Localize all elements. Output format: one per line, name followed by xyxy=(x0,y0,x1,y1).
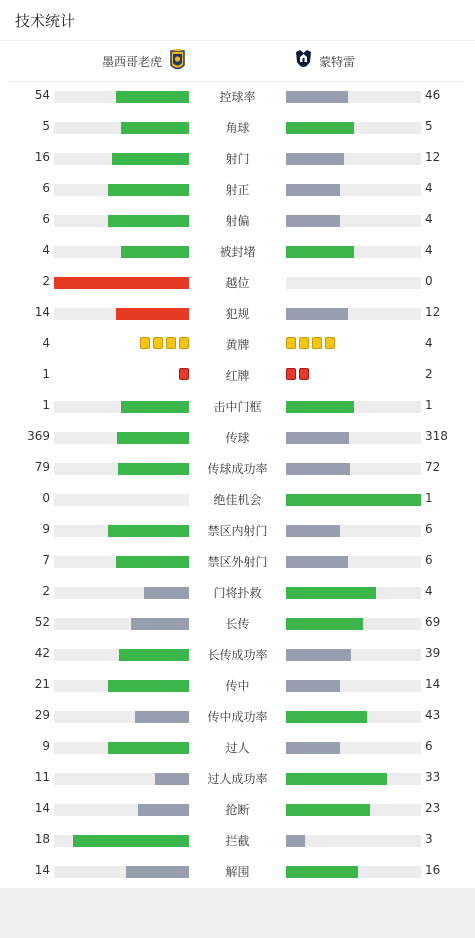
yellow-card-icon xyxy=(166,337,176,349)
home-bar-fill xyxy=(119,649,189,661)
away-bar-track xyxy=(286,432,421,444)
away-bar-track xyxy=(286,246,421,258)
away-value: 3 xyxy=(425,832,433,846)
home-bar-track xyxy=(54,153,189,165)
stat-row xyxy=(0,794,475,825)
away-value: 4 xyxy=(425,336,433,350)
red-card-icon xyxy=(286,368,296,380)
yellow-card-icon xyxy=(153,337,163,349)
away-bar-fill xyxy=(286,91,348,103)
stat-row xyxy=(0,422,475,453)
stat-row xyxy=(0,298,475,329)
yellow-card-icon xyxy=(286,337,296,349)
stat-label: 长传成功率 xyxy=(207,648,268,662)
stat-label: 禁区内射门 xyxy=(207,524,268,538)
home-bar-fill xyxy=(121,122,189,134)
home-bar-fill xyxy=(155,773,189,785)
home-value: 7 xyxy=(42,553,50,567)
stat-label: 角球 xyxy=(225,121,250,135)
home-value: 79 xyxy=(34,460,50,474)
stat-label: 过人成功率 xyxy=(207,772,268,786)
home-bar-fill xyxy=(144,587,189,599)
stat-label: 长传 xyxy=(225,617,250,631)
stat-row xyxy=(0,484,475,515)
away-bar-track xyxy=(286,866,421,878)
stat-label: 传中 xyxy=(225,679,250,693)
home-bar-fill xyxy=(118,463,189,475)
stat-label: 解围 xyxy=(225,865,250,879)
home-bar-track xyxy=(54,494,189,506)
home-value: 2 xyxy=(42,274,50,288)
away-value: 6 xyxy=(425,739,433,753)
stat-row xyxy=(0,267,475,298)
away-bar-fill xyxy=(286,401,354,413)
away-bar-track xyxy=(286,463,421,475)
home-bar-fill xyxy=(108,184,189,196)
home-bar-track xyxy=(54,91,189,103)
home-red-cards xyxy=(179,368,189,382)
away-bar-track xyxy=(286,804,421,816)
home-bar-fill xyxy=(73,835,189,847)
away-bar-track xyxy=(286,215,421,227)
away-bar-track xyxy=(286,184,421,196)
away-value: 6 xyxy=(425,522,433,536)
stat-label: 射正 xyxy=(225,183,250,197)
away-value: 4 xyxy=(425,243,433,257)
stat-row xyxy=(0,763,475,794)
yellow-card-icon xyxy=(299,337,309,349)
away-value: 14 xyxy=(425,677,441,691)
away-bar-fill xyxy=(286,649,351,661)
stat-row xyxy=(0,515,475,546)
away-value: 33 xyxy=(425,770,441,784)
away-value: 4 xyxy=(425,212,433,226)
home-value: 2 xyxy=(42,584,50,598)
away-value: 12 xyxy=(425,150,441,164)
home-bar-track xyxy=(54,215,189,227)
home-value: 54 xyxy=(34,88,50,102)
stat-label: 红牌 xyxy=(225,369,250,383)
stat-label: 射偏 xyxy=(225,214,250,228)
stat-label: 射门 xyxy=(225,152,250,166)
away-bar-fill xyxy=(286,494,421,506)
home-value: 16 xyxy=(34,150,50,164)
stat-row xyxy=(0,639,475,670)
home-value: 18 xyxy=(34,832,50,846)
stat-label: 禁区外射门 xyxy=(207,555,268,569)
home-bar-fill xyxy=(108,215,189,227)
home-value: 4 xyxy=(42,243,50,257)
away-value: 1 xyxy=(425,491,433,505)
home-value: 21 xyxy=(34,677,50,691)
away-bar-fill xyxy=(286,618,363,630)
home-value: 14 xyxy=(34,801,50,815)
away-value: 43 xyxy=(425,708,441,722)
home-bar-track xyxy=(54,680,189,692)
away-yellow-cards xyxy=(286,337,335,351)
stat-row xyxy=(0,825,475,856)
away-bar-fill xyxy=(286,215,340,227)
home-bar-track xyxy=(54,649,189,661)
stat-row xyxy=(0,701,475,732)
home-bar-fill xyxy=(135,711,189,723)
stat-row xyxy=(0,143,475,174)
stat-row xyxy=(0,608,475,639)
home-bar-fill xyxy=(131,618,189,630)
home-bar-fill xyxy=(138,804,189,816)
away-value: 0 xyxy=(425,274,433,288)
away-bar-track xyxy=(286,773,421,785)
away-bar-track xyxy=(286,711,421,723)
stat-label: 传中成功率 xyxy=(207,710,268,724)
stat-row xyxy=(0,112,475,143)
away-bar-fill xyxy=(286,742,340,754)
away-value: 4 xyxy=(425,584,433,598)
home-bar-track xyxy=(54,463,189,475)
away-value: 318 xyxy=(425,429,448,443)
home-bar-track xyxy=(54,246,189,258)
home-value: 9 xyxy=(42,522,50,536)
away-bar-track xyxy=(286,91,421,103)
stat-row xyxy=(0,732,475,763)
home-value: 5 xyxy=(42,119,50,133)
home-value: 4 xyxy=(42,336,50,350)
away-bar-track xyxy=(286,680,421,692)
away-bar-track xyxy=(286,122,421,134)
away-bar-fill xyxy=(286,587,376,599)
home-bar-track xyxy=(54,432,189,444)
away-bar-fill xyxy=(286,773,387,785)
home-bar-track xyxy=(54,308,189,320)
stat-label: 传球 xyxy=(225,431,250,445)
home-bar-fill xyxy=(116,91,189,103)
stat-label: 拦截 xyxy=(225,834,250,848)
stat-label: 过人 xyxy=(225,741,250,755)
away-bar-track xyxy=(286,308,421,320)
away-bar-fill xyxy=(286,711,367,723)
away-red-cards xyxy=(286,368,309,382)
stat-label: 控球率 xyxy=(219,90,256,104)
away-team-name: 蒙特雷 xyxy=(319,55,356,69)
home-bar-track xyxy=(54,587,189,599)
home-bar-fill xyxy=(116,308,189,320)
home-team-name: 墨西哥老虎 xyxy=(101,55,162,69)
away-bar-track xyxy=(286,835,421,847)
home-bar-track xyxy=(54,742,189,754)
red-card-icon xyxy=(299,368,309,380)
stat-row xyxy=(0,205,475,236)
away-value: 16 xyxy=(425,863,441,877)
away-value: 1 xyxy=(425,398,433,412)
away-value: 46 xyxy=(425,88,441,102)
home-value: 14 xyxy=(34,305,50,319)
away-value: 72 xyxy=(425,460,441,474)
home-bar-track xyxy=(54,711,189,723)
away-value: 23 xyxy=(425,801,441,815)
home-bar-fill xyxy=(108,680,189,692)
home-value: 9 xyxy=(42,739,50,753)
stat-label: 越位 xyxy=(225,276,250,290)
home-team-logo-icon xyxy=(169,49,186,73)
stat-row xyxy=(0,81,475,112)
stat-row xyxy=(0,856,475,887)
away-bar-track xyxy=(286,401,421,413)
stat-label: 击中门框 xyxy=(213,400,262,414)
home-bar-track xyxy=(54,556,189,568)
away-bar-fill xyxy=(286,184,340,196)
away-bar-fill xyxy=(286,680,340,692)
home-bar-fill xyxy=(116,556,189,568)
yellow-card-icon xyxy=(179,337,189,349)
away-value: 69 xyxy=(425,615,441,629)
home-bar-fill xyxy=(108,525,189,537)
stat-row xyxy=(0,546,475,577)
stat-label: 抢断 xyxy=(225,803,250,817)
home-bar-track xyxy=(54,184,189,196)
away-bar-fill xyxy=(286,556,348,568)
away-bar-track xyxy=(286,277,421,289)
home-value: 1 xyxy=(42,398,50,412)
home-bar-fill xyxy=(112,153,189,165)
away-team-logo-icon xyxy=(294,49,313,73)
away-bar-fill xyxy=(286,866,358,878)
home-bar-track xyxy=(54,401,189,413)
stat-label: 被封堵 xyxy=(219,245,256,259)
away-bar-track xyxy=(286,525,421,537)
yellow-card-icon xyxy=(312,337,322,349)
stat-label: 黄牌 xyxy=(225,338,250,352)
home-bar-track xyxy=(54,866,189,878)
stat-row xyxy=(0,360,475,391)
home-bar-track xyxy=(54,804,189,816)
away-value: 5 xyxy=(425,119,433,133)
stat-row xyxy=(0,391,475,422)
home-bar-track xyxy=(54,618,189,630)
stat-label: 犯规 xyxy=(225,307,250,321)
home-bar-track xyxy=(54,773,189,785)
away-bar-fill xyxy=(286,432,349,444)
away-value: 2 xyxy=(425,367,433,381)
yellow-card-icon xyxy=(140,337,150,349)
away-bar-fill xyxy=(286,122,354,134)
away-value: 4 xyxy=(425,181,433,195)
home-bar-track xyxy=(54,835,189,847)
home-value: 6 xyxy=(42,212,50,226)
away-value: 12 xyxy=(425,305,441,319)
away-bar-fill xyxy=(286,246,354,258)
away-bar-track xyxy=(286,153,421,165)
home-value: 11 xyxy=(34,770,50,784)
away-bar-track xyxy=(286,494,421,506)
yellow-card-icon xyxy=(325,337,335,349)
away-value: 6 xyxy=(425,553,433,567)
away-bar-track xyxy=(286,742,421,754)
away-bar-fill xyxy=(286,525,340,537)
away-bar-fill xyxy=(286,153,344,165)
home-value: 6 xyxy=(42,181,50,195)
home-bar-fill xyxy=(121,246,189,258)
stat-row xyxy=(0,577,475,608)
home-bar-fill xyxy=(117,432,189,444)
stat-label: 绝佳机会 xyxy=(213,493,262,507)
home-bar-fill xyxy=(108,742,189,754)
home-value: 52 xyxy=(34,615,50,629)
away-bar-track xyxy=(286,587,421,599)
stat-label: 传球成功率 xyxy=(207,462,268,476)
stat-row xyxy=(0,174,475,205)
home-bar-fill xyxy=(126,866,189,878)
stat-row xyxy=(0,453,475,484)
home-value: 369 xyxy=(27,429,50,443)
red-card-icon xyxy=(179,368,189,380)
teams-header xyxy=(0,41,475,81)
home-yellow-cards xyxy=(140,337,189,351)
home-value: 0 xyxy=(42,491,50,505)
away-bar-track xyxy=(286,556,421,568)
away-bar-track xyxy=(286,618,421,630)
away-bar-track xyxy=(286,649,421,661)
stat-row xyxy=(0,236,475,267)
home-bar-fill xyxy=(54,277,189,289)
page-title: 技术统计 xyxy=(15,12,76,30)
home-value: 14 xyxy=(34,863,50,877)
home-bar-track xyxy=(54,277,189,289)
home-bar-track xyxy=(54,525,189,537)
away-bar-fill xyxy=(286,308,348,320)
stat-label: 门将扑救 xyxy=(213,586,262,600)
stat-row xyxy=(0,329,475,360)
home-value: 42 xyxy=(34,646,50,660)
away-value: 39 xyxy=(425,646,441,660)
away-bar-fill xyxy=(286,835,305,847)
home-bar-track xyxy=(54,122,189,134)
away-bar-fill xyxy=(286,804,370,816)
home-value: 29 xyxy=(34,708,50,722)
home-bar-fill xyxy=(121,401,189,413)
home-value: 1 xyxy=(42,367,50,381)
away-bar-fill xyxy=(286,463,350,475)
stat-row xyxy=(0,670,475,701)
